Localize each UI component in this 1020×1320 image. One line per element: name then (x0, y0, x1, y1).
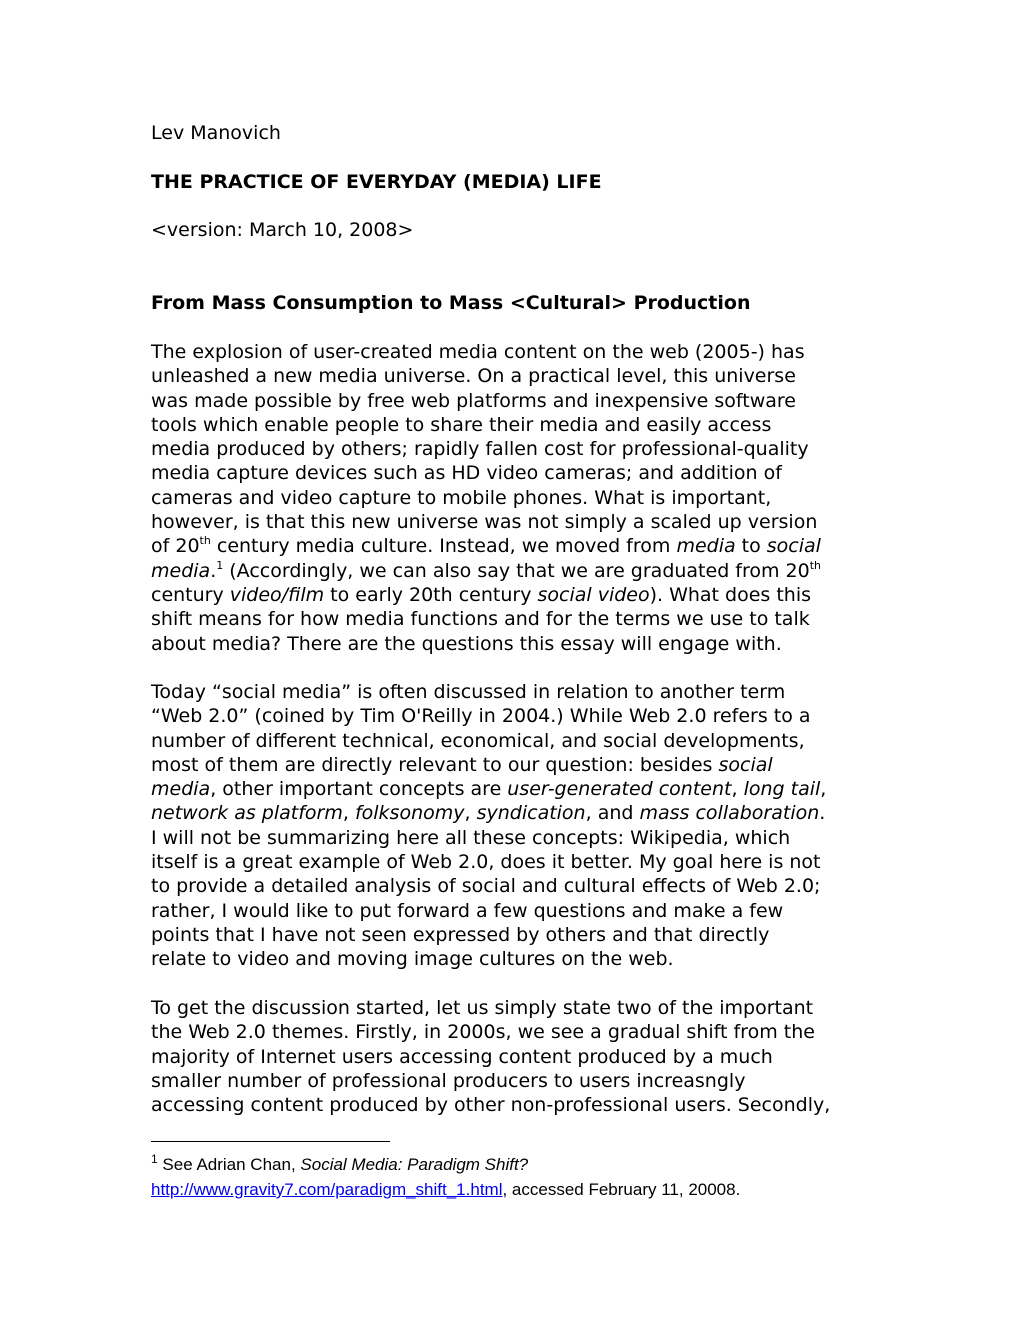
text-line: Today “social media” is often discussed in relation to another term (151, 681, 786, 703)
section-heading: From Mass Consumption to Mass <Cultural> Production (151, 292, 751, 314)
text-line: smaller number of professional producers to users increasngly (151, 1069, 746, 1092)
text-line: of 20th century media culture. Instead, we moved from media to social (151, 534, 821, 558)
text-line: unleashed a new media universe. On a practical level, this universe (151, 365, 796, 388)
text-line: the Web 2.0 themes. Firstly, in 2000s, we see a gradual shift from the (151, 1021, 815, 1044)
footnote-line: $^1$ See Adrian Chan, Social Media: Paradigm Shift? (151, 1152, 529, 1174)
italic-term: folksonomy (354, 802, 465, 825)
text-line: to provide a detailed analysis of social and cultural effects of Web 2.0; (151, 875, 821, 898)
paragraph-1 (151, 340, 821, 656)
footnote-link[interactable]: http://www.gravity7.com/paradigm_shift_1.html (151, 1180, 503, 1199)
text-line: century video/film to early 20th century social video). What does this (151, 583, 812, 606)
text-line: rather, I would like to put forward a few questions and make a few (151, 899, 784, 922)
italic-term: long tail (743, 778, 821, 801)
text-line: media.$^1$ (Accordingly, we can also say that we are graduated from 20th (151, 558, 822, 582)
text-line: To get the discussion started, let us simply state two of the important (151, 997, 814, 1019)
text-line: most of them are directly relevant to our question: besides social (151, 753, 773, 776)
footnote-source-title: Social Media: Paradigm Shift? (300, 1155, 529, 1174)
text-line: “Web 2.0” (coined by Tim O'Reilly in 2004.) While Web 2.0 refers to a (151, 705, 811, 728)
text-line: The explosion of user-created media content on the web (2005-) has (151, 341, 805, 363)
paragraph-3 (151, 996, 830, 1117)
superscript: th (809, 558, 822, 572)
text-line: network as platform, folksonomy, syndication, and mass collaboration. (151, 802, 826, 825)
paragraph-2 (151, 680, 826, 972)
text-line: number of different technical, economical, and social developments, (151, 729, 805, 752)
footnote-line: http://www.gravity7.com/paradigm_shift_1.html, accessed February 11, 20008. (151, 1180, 741, 1199)
text-line: shift means for how media functions and for the terms we use to talk (151, 608, 810, 631)
text-line: media, other important concepts are user-generated content, long tail, (151, 778, 827, 801)
author-name: Lev Manovich (151, 122, 281, 144)
text-line: media capture devices such as HD video cameras; and addition of (151, 462, 782, 485)
text-line: itself is a great example of Web 2.0, does it better. My goal here is not (151, 851, 821, 874)
footnote-separator (151, 1141, 390, 1142)
text-line: relate to video and moving image cultures on the web. (151, 948, 674, 971)
italic-term: video/film (229, 583, 325, 606)
italic-term: media (151, 778, 211, 801)
italic-term: syndication (476, 802, 586, 825)
text-line: I will not be summarizing here all these concepts: Wikipedia, which (151, 826, 791, 849)
text-line: media produced by others; rapidly fallen cost for professional-quality (151, 438, 809, 461)
text-line: cameras and video capture to mobile phones. What is important, (151, 486, 772, 509)
italic-term: media (676, 535, 736, 558)
footnote-number: 1 (151, 1152, 158, 1166)
text-line: was made possible by free web platforms and inexpensive software (151, 389, 796, 412)
text-line: tools which enable people to share their media and easily access (151, 413, 772, 436)
italic-term: mass collaboration (639, 802, 820, 825)
text-line: points that I have not seen expressed by others and that directly (151, 923, 770, 946)
italic-term: media (151, 559, 211, 582)
superscript: th (199, 534, 211, 548)
text-line: majority of Internet users accessing content produced by a much (151, 1045, 773, 1068)
version-line: <version: March 10, 2008> (151, 219, 414, 241)
italic-term: social video (537, 583, 650, 606)
text-line: about media? There are the questions this essay will engage with. (151, 632, 782, 655)
italic-term: user-generated content (507, 778, 732, 801)
italic-term: network as platform (151, 802, 343, 825)
italic-term: social (718, 753, 773, 776)
text-line: accessing content produced by other non-professional users. Secondly, (151, 1094, 831, 1117)
footnote-reference[interactable]: 1 (216, 558, 224, 572)
italic-term: social (766, 535, 821, 558)
text-line: however, is that this new universe was not simply a scaled up version (151, 511, 818, 534)
document-title: THE PRACTICE OF EVERYDAY (MEDIA) LIFE (151, 171, 602, 193)
